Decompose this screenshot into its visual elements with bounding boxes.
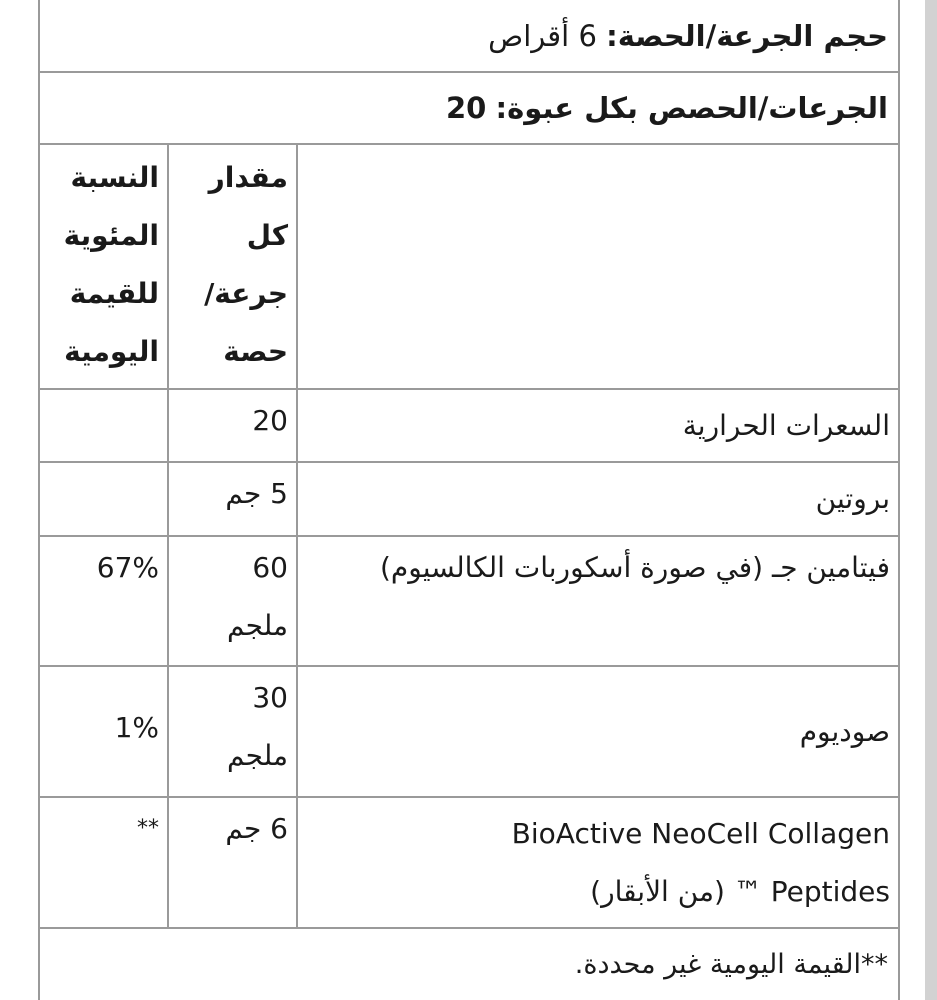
header-percent-line: للقيمة [69, 277, 159, 310]
nutrient-percent: 67% [96, 551, 159, 584]
servings-per-container-row [40, 73, 898, 145]
nutrient-amount-text: 5 جم [225, 477, 288, 510]
nutrient-amount [167, 463, 296, 535]
header-percent-line: النسبة [70, 161, 159, 194]
header-amount-cell [167, 145, 296, 388]
nutrient-amount-text: 60 [252, 551, 288, 584]
header-percent-line: اليومية [64, 335, 159, 368]
nutrient-name [296, 798, 898, 927]
nutrient-row-collagen [40, 798, 898, 929]
servings-per-container-label: الجرعات/الحصص بكل عبوة: [495, 91, 888, 125]
supplement-facts-table [38, 0, 900, 1000]
nutrient-amount-text: 6 جم [225, 812, 288, 845]
nutrient-name [296, 537, 898, 665]
nutrient-name: بروتين [296, 463, 898, 535]
nutrient-name-line1: BioActive NeoCell Collagen [511, 816, 890, 850]
nutrient-row-sodium [40, 667, 898, 798]
serving-size-label: حجم الجرعة/الحصة: [606, 18, 888, 53]
nutrient-row-protein [40, 463, 898, 537]
nutrient-name-text: صوديوم [799, 714, 890, 748]
page-edge [925, 0, 937, 1000]
nutrient-name-text: فيتامين جـ (في صورة أسكوربات الكالسيوم) [379, 551, 890, 584]
footnote-row [40, 929, 898, 1000]
serving-size-row [40, 0, 898, 73]
nutrient-amount-text: 20 [252, 404, 288, 437]
nutrient-amount [167, 667, 296, 796]
footnote-text: **القيمة اليومية غير محددة. [574, 949, 888, 980]
header-percent-cell [40, 145, 167, 388]
nutrient-amount [167, 798, 296, 927]
header-amount-line: جرعة/ [204, 277, 288, 310]
nutrient-amount [167, 537, 296, 665]
serving-size-value: 6 أقراص [488, 18, 597, 53]
nutrient-amount-text: 30 [252, 681, 288, 714]
nutrient-percent [40, 390, 167, 461]
header-name-cell [296, 145, 898, 388]
nutrient-percent [40, 463, 167, 535]
header-amount-line: حصة [223, 335, 288, 368]
nutrient-amount [167, 390, 296, 461]
nutrient-percent: 1% [114, 711, 159, 744]
nutrient-row-vitamin-c [40, 537, 898, 667]
nutrient-name: السعرات الحرارية [296, 390, 898, 461]
nutrient-name-line2: Peptides ™ (من الأبقار) [590, 874, 890, 908]
header-amount-line: مقدار [208, 161, 288, 194]
nutrient-row-calories [40, 390, 898, 463]
nutrient-percent: ** [137, 816, 159, 841]
nutrient-amount-unit: ملجم [227, 739, 288, 772]
header-percent-line: المئوية [63, 219, 159, 252]
header-amount-line: كل [246, 219, 288, 252]
nutrient-name [296, 667, 898, 796]
column-header-row [40, 145, 898, 390]
nutrient-amount-unit: ملجم [227, 609, 288, 642]
servings-per-container-value: 20 [445, 91, 487, 125]
